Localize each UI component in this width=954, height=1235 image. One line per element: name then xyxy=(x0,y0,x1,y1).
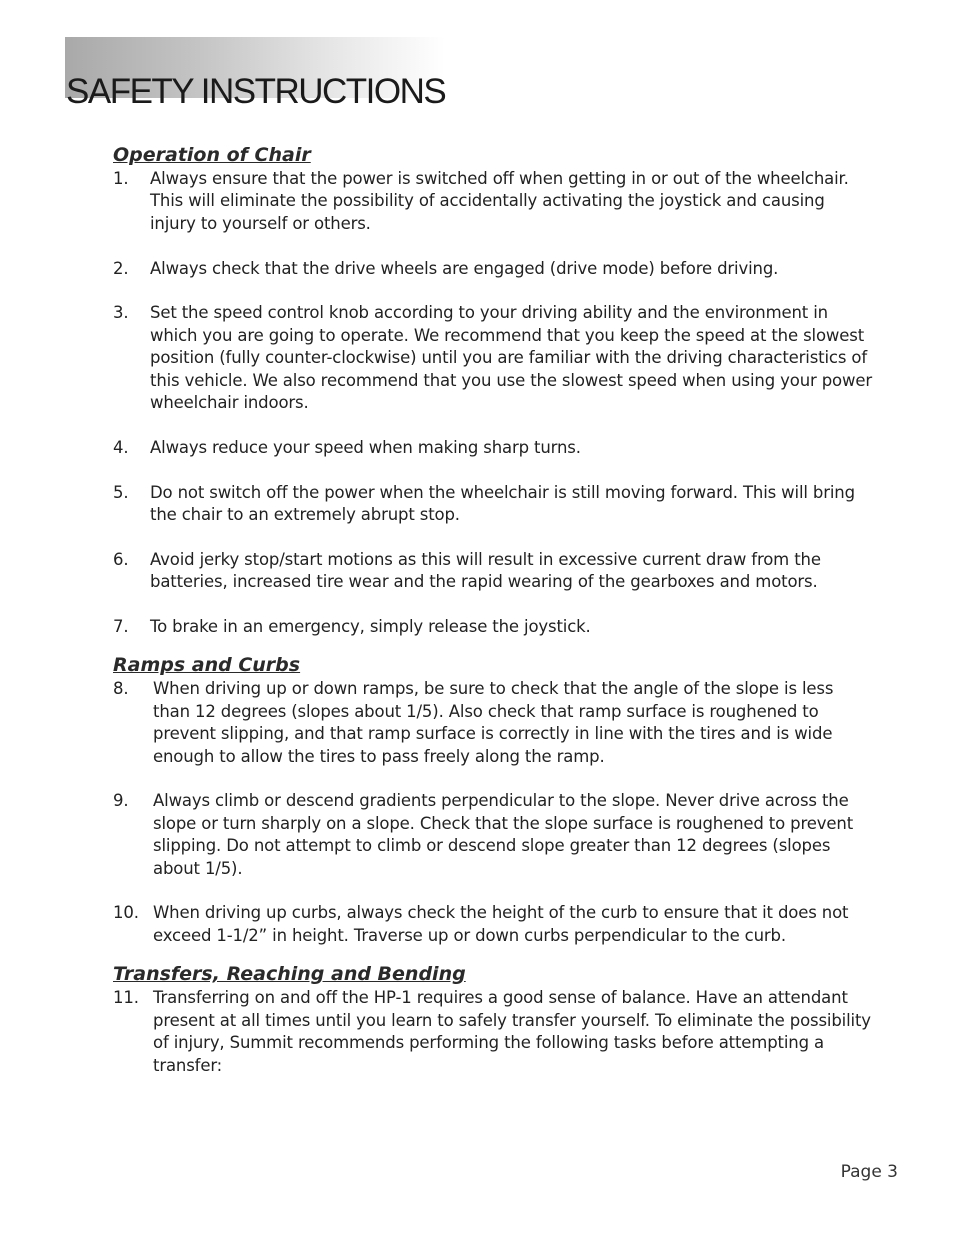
item-number: 4. xyxy=(113,437,129,457)
item-number: 3. xyxy=(113,303,129,323)
list-item xyxy=(113,678,873,768)
item-number: 5. xyxy=(113,482,129,502)
document-body xyxy=(113,142,873,1077)
list-item xyxy=(113,437,873,459)
item-text: Always reduce your speed when making sharp turns. xyxy=(150,437,581,457)
list-item xyxy=(113,482,873,527)
section-heading-operation: Operation of Chair xyxy=(113,144,311,166)
section-heading-ramps: Ramps and Curbs xyxy=(113,654,301,677)
item-text: Always ensure that the power is switched off when getting in or out of the wheelchair. This will eliminate the possibility of accidentally activating the joystick and causing injury to yourself or others. xyxy=(150,169,849,233)
item-text: Do not switch off the power when the wheelchair is still moving forward. This will bring the chair to an extremely abrupt stop. xyxy=(150,482,855,525)
item-text: Always check that the drive wheels are engaged (drive mode) before driving. xyxy=(150,258,779,278)
page-title: SAFETY INSTRUCTIONS xyxy=(66,72,446,112)
list-item xyxy=(113,168,873,235)
item-number: 1. xyxy=(113,169,129,188)
item-number: 6. xyxy=(113,549,129,569)
item-text: When driving up curbs, always check the height of the curb to ensure that it does not exceed 1-1/2” in height. Traverse up or down curbs perpendicular to the curb. xyxy=(153,903,849,945)
list-item xyxy=(113,549,873,594)
list-item xyxy=(113,616,873,638)
list-item xyxy=(113,302,873,414)
list-item xyxy=(113,258,873,280)
item-text: Always climb or descend gradients perpendicular to the slope. Never drive across the slope or turn sharply on a slope. Check that the slope surface is roughened to prevent slipping. Do not attempt to climb or descend slope greater than 12 degrees (slopes about 1/5). xyxy=(153,791,854,878)
item-text: Avoid jerky stop/start motions as this will result in excessive current draw from the batteries, increased tire wear and the rapid wearing of the gearboxes and motors. xyxy=(150,549,821,592)
item-number: 2. xyxy=(113,258,129,278)
item-number: 7. xyxy=(113,617,129,637)
item-text: To brake in an emergency, simply release the joystick. xyxy=(150,617,591,637)
page-number: Page 3 xyxy=(840,1162,898,1182)
section-heading-transfers: Transfers, Reaching and Bending xyxy=(113,963,466,986)
item-number: 11. xyxy=(113,988,139,1008)
item-text: When driving up or down ramps, be sure to check that the angle of the slope is less than 12 degrees (slopes about 1/5). Also check that ramp surface is roughened to prevent slipping, and that ramp surface is correctly in line with the tires and is wide enough to allow the tires to pass freely along the ramp. xyxy=(153,679,834,766)
item-number: 8. xyxy=(113,679,129,699)
item-text: Transferring on and off the HP-1 requires a good sense of balance. Have an attendant present at all times until you learn to safely transfer yourself. To eliminate the possibility of injury, Summit recommends performing the following tasks before attempting a transfer: xyxy=(153,988,871,1075)
list-item xyxy=(113,987,873,1077)
list-item xyxy=(113,790,873,880)
item-number: 9. xyxy=(113,791,129,811)
item-number: 10. xyxy=(113,903,139,923)
list-item xyxy=(113,902,873,947)
item-text: Set the speed control knob according to your driving ability and the environment in which you are going to operate. We recommend that you keep the speed at the slowest position (fully counter-clockwise) until you are familiar with the driving characteristics of this vehicle. We also recommend that you use the slowest speed when using your power wheelchair indoors. xyxy=(150,303,872,413)
